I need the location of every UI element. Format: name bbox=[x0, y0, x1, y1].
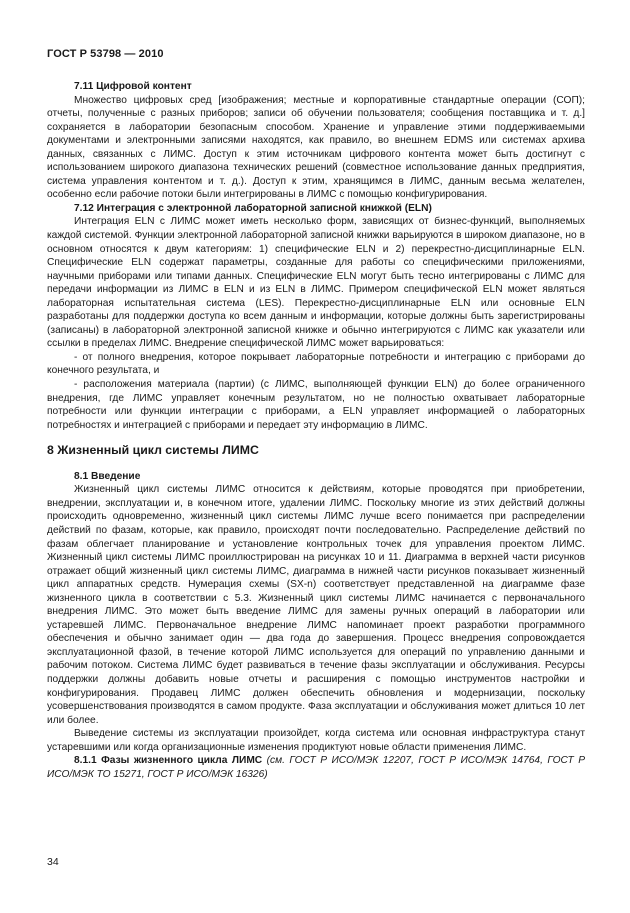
section-7-11-title bbox=[47, 80, 585, 94]
section-8-1-heading: 8.1 Введение bbox=[74, 470, 141, 482]
section-7-11-heading: 7.11 Цифровой контент bbox=[74, 81, 192, 92]
section-8-1-1-title bbox=[47, 754, 585, 781]
standard-header: ГОСТ Р 53798 — 2010 bbox=[47, 48, 164, 60]
section-7-11-paragraph: Множество цифровых сред [изображения; местные и корпоративные стандартные операции (СОП); отчеты, полученные с разных приборов; записи об обучении пользователя; сообщения поставщика и т. д.] сохраняется в лаборатории безопасным способом. Хранение и управление этими поддерживаемыми документами и электронными записями находятся, как правило, во внешнем EDMS или системах архива данных, связанных с ЛИМС. Доступ к этим источникам цифрового контента может быть достигнут с использованием широкого диапазона технических решений (совместное использование данных предприятия, система управления контентом и т. д.). Доступ к этим, хранящимся в ЛИМС, данным весьма желателен, особенно если рабочие потоки были интегрированы в ЛИМС с помощью конфигурирования. bbox=[47, 94, 585, 201]
page-number: 34 bbox=[47, 856, 59, 868]
section-8-1-title bbox=[47, 470, 585, 484]
section-8-1-1-references: (см. ГОСТ Р ИСО/МЭК 12207, ГОСТ Р ИСО/МЭК 14764, ГОСТ Р ИСО/МЭК ТО 15271, ГОСТ Р ИСО/МЭК 16326) bbox=[47, 755, 585, 780]
section-8-1-paragraph-2: Выведение системы из эксплуатации произойдет, когда система или основная инфраструктура станут устаревшими или когда организационные изменения продиктуют новые области применения ЛИМС. bbox=[47, 728, 585, 753]
section-7-12-paragraph: Интеграция ELN с ЛИМС может иметь несколько форм, зависящих от бизнес-функций, выполняемых каждой системой. Функции электронной лабораторной записной книжки варьируются в широком диапазоне, но в основном относятся к двум категориям: 1) специфические ELN и 2) перекрестно-дисциплинарные ELN. Специфические ELN содержат параметры, созданные для работы со специфическими приложениями, научными приборами или типами данных. Специфические ELN могут быть тесно интегрированы с ЛИМС для передачи информации из ЛИМС в ELN и из ELN в ЛИМС. Примером специфической ELN может являться лабораторная испытательная система (LES). Перекрестно-дисциплинарные ELN или основные ELN разработаны для поддержки доступа ко всем данным и информации, которые должны быть зарегистрированы (записаны) в лабораторной электронной записной книжке и обычно интегрируются с ЛИМС как указатели или ссылки в пределах ЛИМС. Внедрение специфической ЛИМС может варьироваться: bbox=[47, 216, 585, 350]
section-8-1-1-heading: 8.1.1 Фазы жизненного цикла ЛИМС bbox=[74, 755, 263, 767]
section-8-1-paragraph-1: Жизненный цикл системы ЛИМС относится к действиям, которые проводятся при приобретении, внедрении, эксплуатации и, в конечном итоге, удалении ЛИМС. Поскольку многие из этих действий должны происходить одновременно, жизненный цикл системы ЛИМС лучше всего понимается при распределении действий по фазам, которые, как правило, происходят почти последовательно. Распределение действий по фазам облегчает планирование и установление контрольных точек для управления проектом ЛИМС. Жизненный цикл системы ЛИМС проиллюстрирован на рисунках 10 и 11. Диаграмма в верхней части рисунков отражает общий жизненный цикл системы ЛИМС, диаграмма в нижней части рисунков показывает жизненный цикл аппаратных средств. Нумерация схемы (SX-n) соответствует представленной на диаграмме фазе жизненного цикла в соответствии с 5.3. Жизненный цикл системы ЛИМС начинается с первоначального внедрения ЛИМС. Это может быть введение ЛИМС для замены ручных операций в лаборатории или устаревшей ЛИМС. Первоначальное внедрение ЛИМС напоминает проект разработки программного обеспечения и обычно занимает один — два года до завершения. Процесс внедрения сопровождается эксплуатационной фазой, в течение которой ЛИМС используется для операций по управлению данными и рабочим потоком. Система ЛИМС будет развиваться в течение фазы эксплуатации и обслуживания. Ресурсы поддержки должны добавить новые отчеты и расширения с помощью инструментов настройки и конфигурирования. Продавец ЛИМС должен обеспечить обновления и модернизации, поскольку усовершенствования производятся в самом продукте. Фаза эксплуатации и обслуживания может длиться 10 лет или более. bbox=[47, 484, 585, 726]
page-content bbox=[47, 80, 585, 781]
section-7-12-list-item-1: - от полного внедрения, которое покрывает лабораторные потребности и интеграцию с приборами до конечного результата, и bbox=[47, 351, 585, 377]
section-8-title: 8 Жизненный цикл системы ЛИМС bbox=[47, 443, 259, 458]
section-7-12-title bbox=[47, 202, 585, 216]
section-7-12-list-item-2: - расположения материала (партии) (с ЛИМС, выполняющей функции ELN) до более ограниченного внедрения, где ЛИМС управляет конечным результатом, но не полностью охватывает лабораторные потребности или функции интеграции с приборами, а ELN управляет информацией о лабораторных потребностях и интеграцией с приборами и передает эту информацию в ЛИМС. bbox=[47, 379, 585, 431]
section-7-12-heading: 7.12 Интеграция с электронной лабораторной записной книжкой (ELN) bbox=[74, 202, 432, 214]
